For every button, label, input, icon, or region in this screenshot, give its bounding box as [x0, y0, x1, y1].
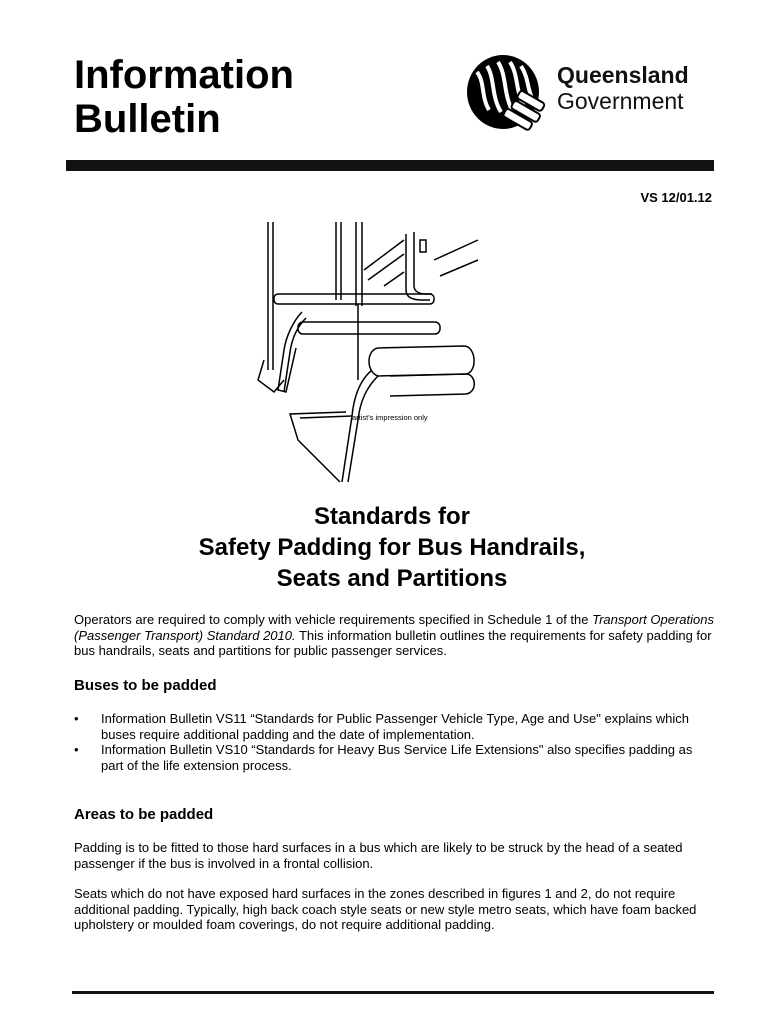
buses-padded-list — [74, 711, 714, 773]
section-heading-areas-padded: Areas to be padded — [74, 806, 214, 823]
footer-rule — [72, 991, 714, 994]
section-heading-buses-padded: Buses to be padded — [74, 677, 217, 694]
queensland-government-logo — [463, 52, 713, 138]
heading-line3: Seats and Partitions — [276, 565, 508, 592]
logo-emblem-icon — [463, 52, 553, 138]
illustration-caption: artist's impression only — [352, 413, 428, 422]
document-heading — [74, 501, 710, 594]
bus-handrail-illustration — [254, 220, 480, 488]
intro-part1: Operators are required to comply with vehicle requirements specified in Schedule 1 of the — [74, 612, 593, 627]
bullet-icon: • — [74, 742, 79, 757]
list-item — [74, 742, 714, 773]
bulletin-title-line2: Bulletin — [74, 97, 221, 141]
bulletin-title — [74, 53, 294, 141]
bulletin-title-line1: Information — [74, 53, 294, 97]
heading-line1: Standards for — [313, 503, 471, 530]
list-item-text: Information Bulletin VS11 “Standards for Public Passenger Vehicle Type, Age and Use" explains which buses require additional padding and the date of implementation. — [101, 711, 690, 742]
logo-wordmark — [557, 62, 689, 114]
bullet-icon: • — [74, 711, 79, 726]
list-item-text: Information Bulletin VS10 “Standards for Heavy Bus Service Life Extensions" also specifies padding as part of the life extension process. — [101, 742, 693, 773]
intro-part2: This information bulletin outlines the requirements for safety padding for bus handrails, seats and partitions for public passenger services. — [74, 627, 712, 658]
handrail-drawing-icon — [254, 220, 480, 488]
logo-line1: Queensland — [557, 62, 689, 88]
areas-paragraph-1: Padding is to be fitted to those hard surfaces in a bus which are likely to be struck by the head of a seated passenger if the bus is involved in a frontal collision. — [74, 840, 683, 871]
heading-line2: Safety Padding for Bus Handrails, — [198, 534, 586, 561]
areas-paragraph-2: Seats which do not have exposed hard surfaces in the zones described in figures 1 and 2, do not require additional padding. Typically, high back coach style seats or new style metro seats, which have foam backed upholstery or moulded foam coverings, do not require additional padding. — [74, 886, 697, 932]
document-code: VS 12/01.12 — [640, 190, 712, 205]
logo-line2: Government — [557, 88, 684, 114]
intro-italic-title: Transport Operations (Passenger Transport) Standard 2010. — [74, 612, 714, 643]
list-item — [74, 711, 714, 742]
intro-paragraph — [74, 612, 714, 659]
header-rule — [66, 160, 714, 171]
